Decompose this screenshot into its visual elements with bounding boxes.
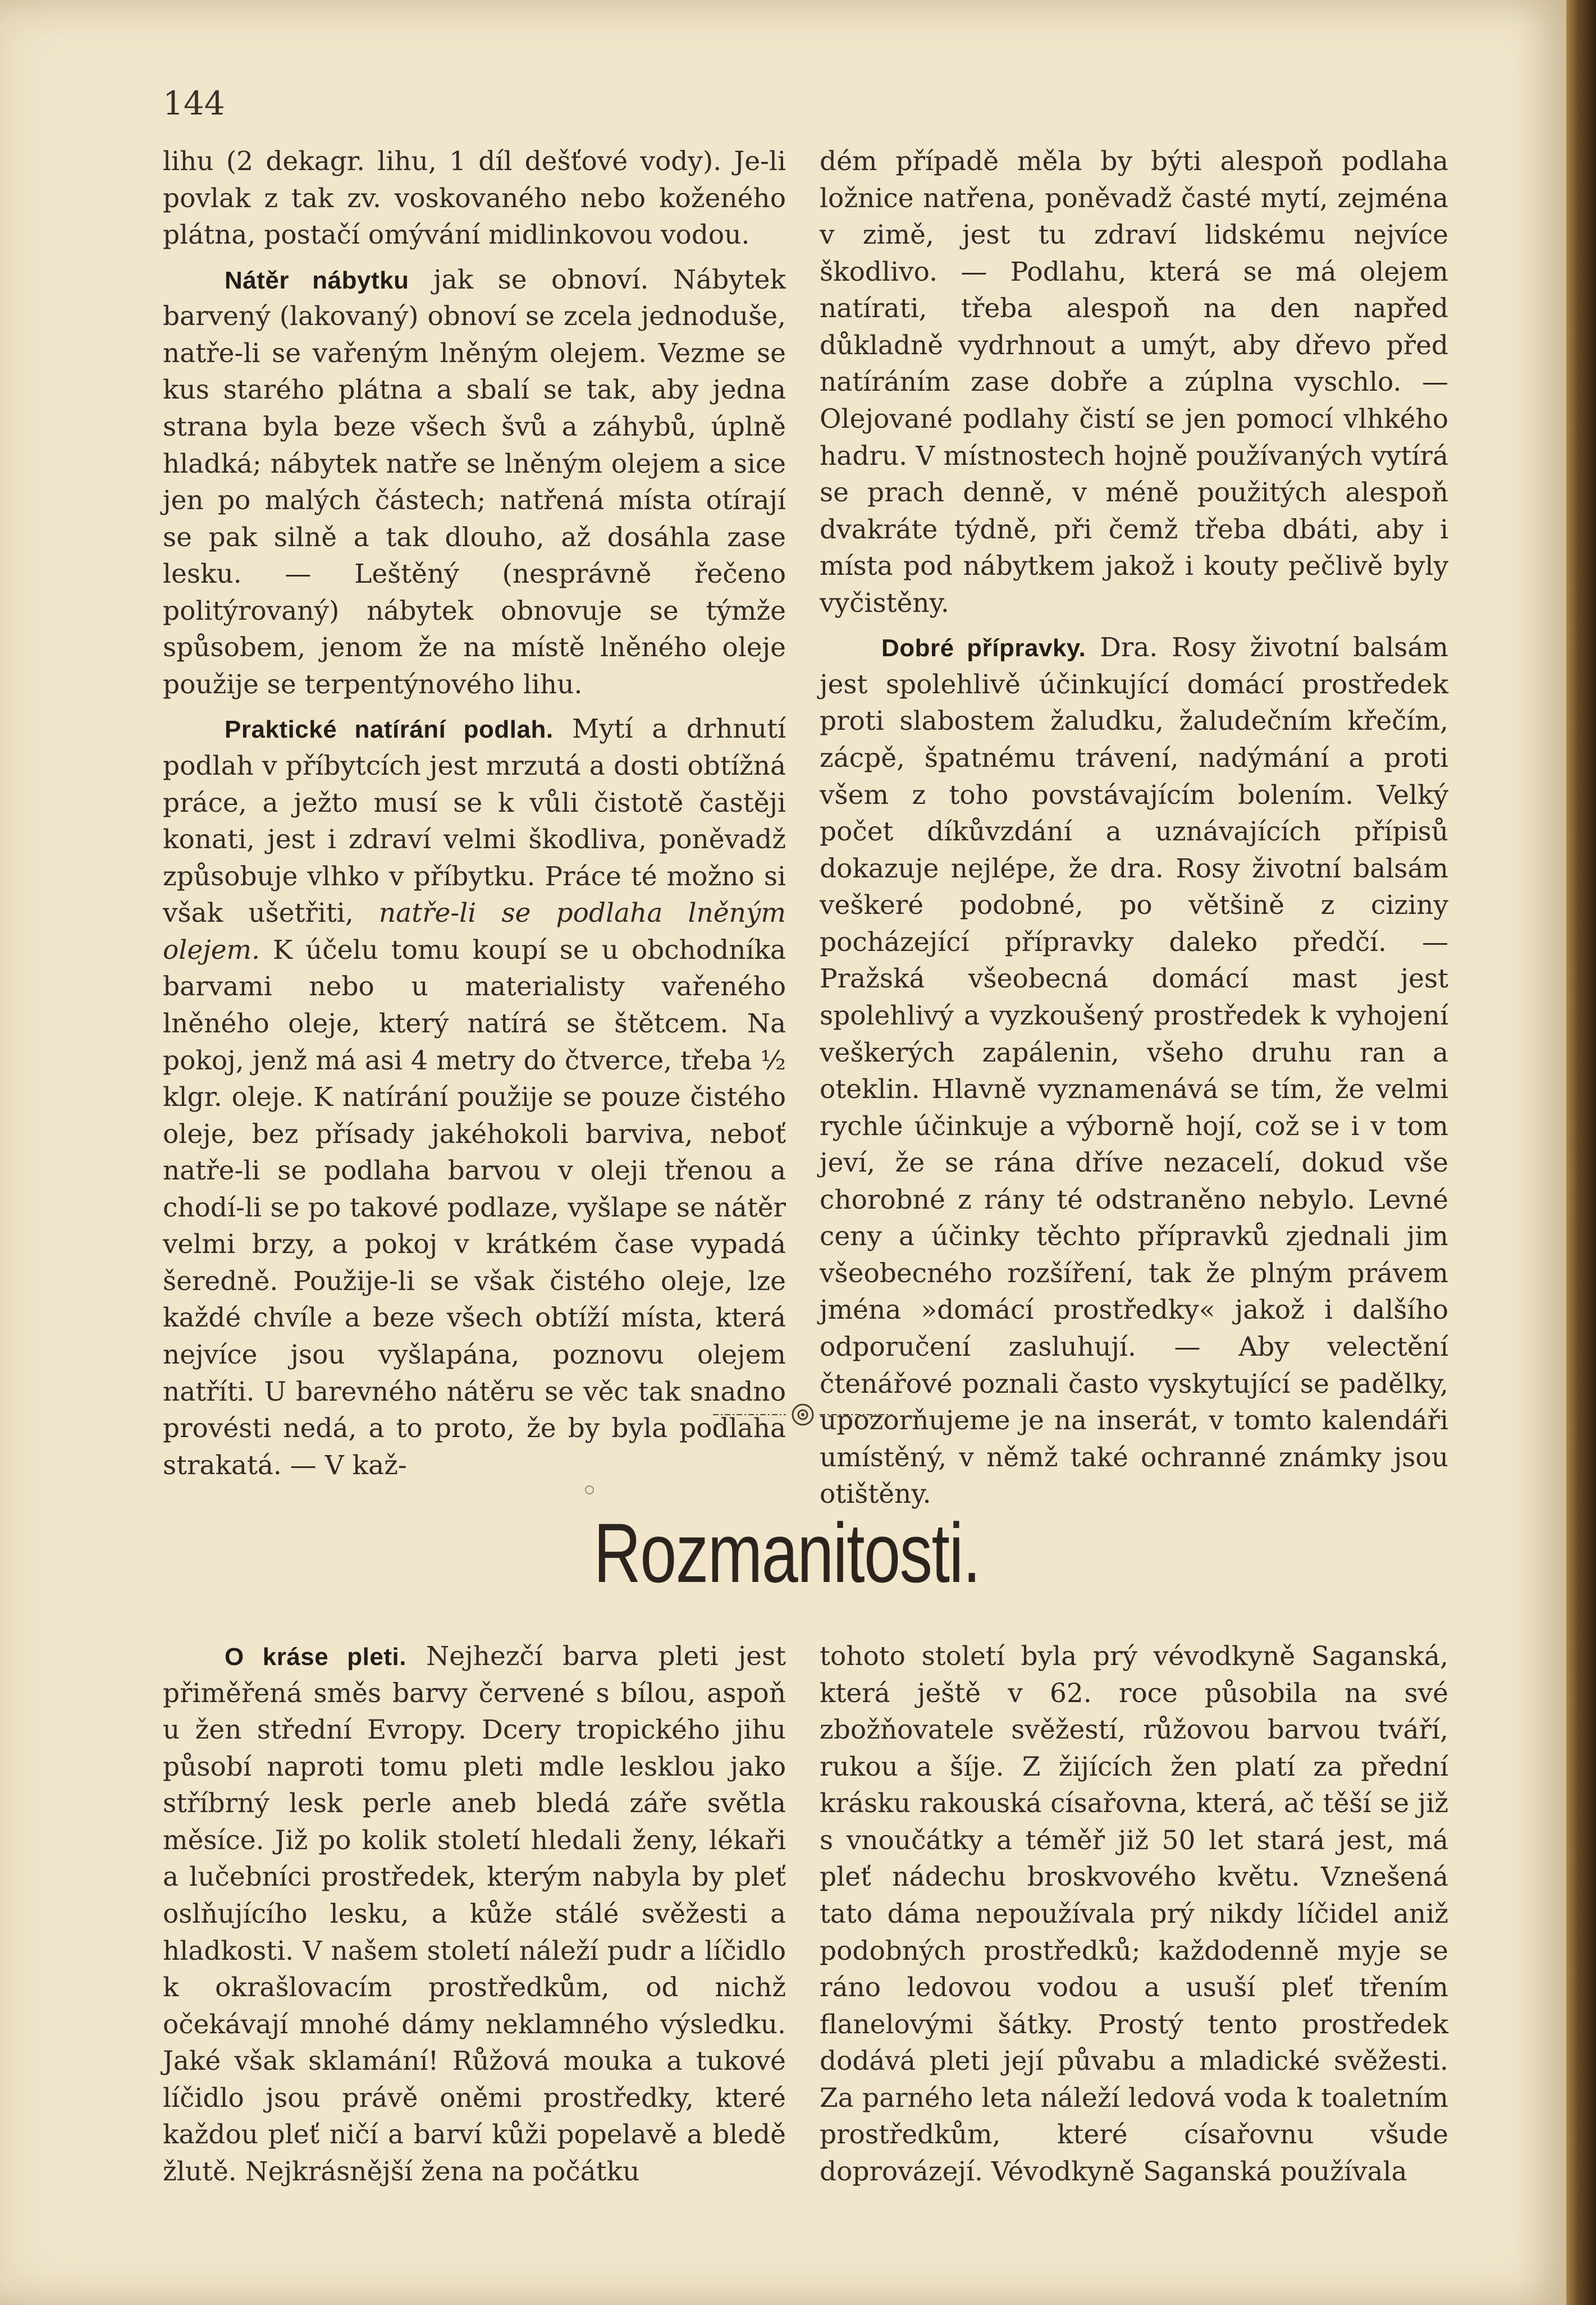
paragraph-lih: lihu (2 dekagr. lihu, 1 díl dešťové vody). Je-li povlak z tak zv. voskovaného nebo koženého plátna, postačí omývání midlinkovou vodou.	[163, 146, 786, 251]
book-spine-edge	[1566, 0, 1596, 2305]
page-number: 144	[163, 84, 225, 122]
paragraph-floor-painting: Praktické natírání podlah. Mytí a drhnutí podlah v příbytcích jest mrzutá a dosti obtížná práce, a ježto musí se k vůli čistotě častěji konati, jest i zdraví velmi škodliva, poněvadž způsobuje vlhko v příbytku. Práce té možno si však ušetřiti, natře-li se podlaha lněným olejem. K účelu tomu koupí se u obchodníka barvami nebo u materialisty vařeného lněného oleje, který natírá se štětcem. Na pokoj, jenž má asi 4 metry do čtverce, třeba ½ klgr. oleje. K natírání použije se pouze čistého oleje, bez přísady jakéhokoli barviva, neboť natře-li se podlaha barvou v oleji třenou a chodí-li se po takové podlaze, vyšlape se nátěr velmi brzy, a pokoj v krátkém čase vypadá šeredně. Použije-li se však čistého oleje, lze každé chvíle a beze všech obtíží místa, která nejvíce jsou vyšlapána, poznovu olejem natříti. U barevného nátěru se věc tak snadno provésti nedá, a to proto, že by byla podlaha strakatá. — V kaž-	[163, 714, 786, 1481]
heading-furniture-coating: Nátěr nábytku	[225, 266, 409, 294]
decorative-dot	[585, 1485, 594, 1494]
heading-good-remedies: Dobré přípravky.	[881, 634, 1086, 662]
column-bottom-right	[820, 1638, 1448, 2198]
column-top-left	[163, 143, 786, 1492]
heading-skin-beauty: O kráse pleti.	[225, 1643, 406, 1671]
section-title: Rozmanitosti.	[593, 1506, 980, 1600]
column-bottom-left	[163, 1638, 786, 2198]
paragraph-good-remedies: Dobré přípravky. Dra. Rosy životní balsám jest spolehlivě účinkující domácí prostředek proti slabostem žaludku, žaludečním křečím, zácpě, špatnému trávení, nadýmání a proti všem z toho povstávajícím bolením. Velký počet díkůvzdání a uznávajících přípisů dokazuje nejlépe, že dra. Rosy životní balsám veškeré podobné, po většině z ciziny pocházející přípravky daleko předčí. — Pražská všeobecná domácí mast jest spolehlivý a vyzkoušený prostředek k vyhojení veškerých zapálenin, všeho druhu ran a oteklin. Hlavně vyznamenává se tím, že velmi rychle účinkuje a výborně hojí, což se i v tom jeví, že se rána dříve nezacelí, dokud vše chorobné z rány té odstraněno nebylo. Levné ceny a účinky těchto přípravků zjednali jim všeobecného rozšíření, tak že plným právem jména »domácí prostředky« jakož i dalšího odporučení zasluhují. — Aby velectění čtenářové poznali často vyskytující se padělky, upozorňujeme je na inserát, v tomto kalendáři umístěný, v němž také ochranné známky jsou otištěny.	[820, 632, 1449, 1510]
column-top-right	[820, 143, 1448, 1521]
section-title-wrap	[0, 1504, 1566, 1622]
paragraph-skin-beauty: O kráse pleti. Nejhezčí barva pleti jest přiměřená směs barvy červené s bílou, aspoň u žen střední Evropy. Dcery tropického jihu působí naproti tomu pleti mdle lesklou jako stříbrný lesk perle aneb bledá záře světla měsíce. Již po kolik století hledali ženy, lékaři a lučebníci prostředek, kterým nabyla by pleť oslňujícího lesku, a kůže stálé svěžesti a hladkosti. V našem století náleží pudr a líčidlo k okrašlovacím prostředkům, od nichž očekávají mnohé dámy neklamného výsledku. Jaké však sklamání! Růžová mouka a tukové líčidlo jsou právě oněmi prostředky, které každou pleť ničí a barví kůži popelavě a bledě žlutě. Nejkrásnější žena na počátku	[163, 1641, 786, 2187]
paragraph-duchess: tohoto století byla prý vévodkyně Saganská, která ještě v 62. roce působila na své zbožňovatele svěžestí, růžovou barvou tváří, rukou a šíje. Z žijících žen platí za přední krásku rakouská císařovna, která, ač těší se již s vnoučátky a téměř již 50 let stará jest, má pleť nádechu broskvového květu. Vznešená tato dáma nepoužívala prý nikdy líčidel aniž podobných prostředků; každodenně myje se ráno ledovou vodou a usuší pleť třením flanelovými šátky. Prostý tento prostředek dodává pleti její půvabu a mladické svěžesti. Za parného leta náleží ledová voda k toaletním prostředkům, které císařovnu všude doprovázejí. Vévodkyně Saganská používala	[820, 1641, 1448, 2187]
heading-floor-painting: Praktické natírání podlah.	[225, 716, 554, 744]
paragraph-floor-continued: dém případě měla by býti alespoň podlaha ložnice natřena, poněvadž časté mytí, zejména v zimě, jest tu zdraví lidskému nejvíce škodlivo. — Podlahu, která se má olejem natírati, třeba alespoň na den napřed důkladně vydrhnout a umýt, aby dřevo před natíráním zase dobře a zúplna vyschlo. — Olejované podlahy čistí se jen pomocí vlhkého hadru. V místnostech hojně používaných vytírá se prach denně, v méně použitých alespoň dvakráte týdně, při čemž třeba dbáti, aby i místa pod nábytkem jakož i kouty pečlivě byly vyčistěny.	[820, 146, 1448, 619]
paragraph-furniture: Nátěr nábytku jak se obnoví. Nábytek barvený (lakovaný) obnoví se zcela jednoduše, natře-li se vařeným lněným olejem. Vezme se kus starého plátna a sbalí se tak, aby jedna strana byla beze všech švů a záhybů, úplně hladká; nábytek natře se lněným olejem a sice jen po malých částech; natřená místa otírají se pak silně a tak dlouho, až dosáhla zase lesku. — Leštěný (nesprávně řečeno politýrovaný) nábytek obnovuje se týmže spůsobem, jenom že na místě lněného oleje použije se terpentýnového lihu.	[163, 264, 786, 700]
italic-emphasis: natře-li se podlaha lněným olejem.	[163, 898, 786, 966]
ornament-divider	[707, 1398, 898, 1432]
